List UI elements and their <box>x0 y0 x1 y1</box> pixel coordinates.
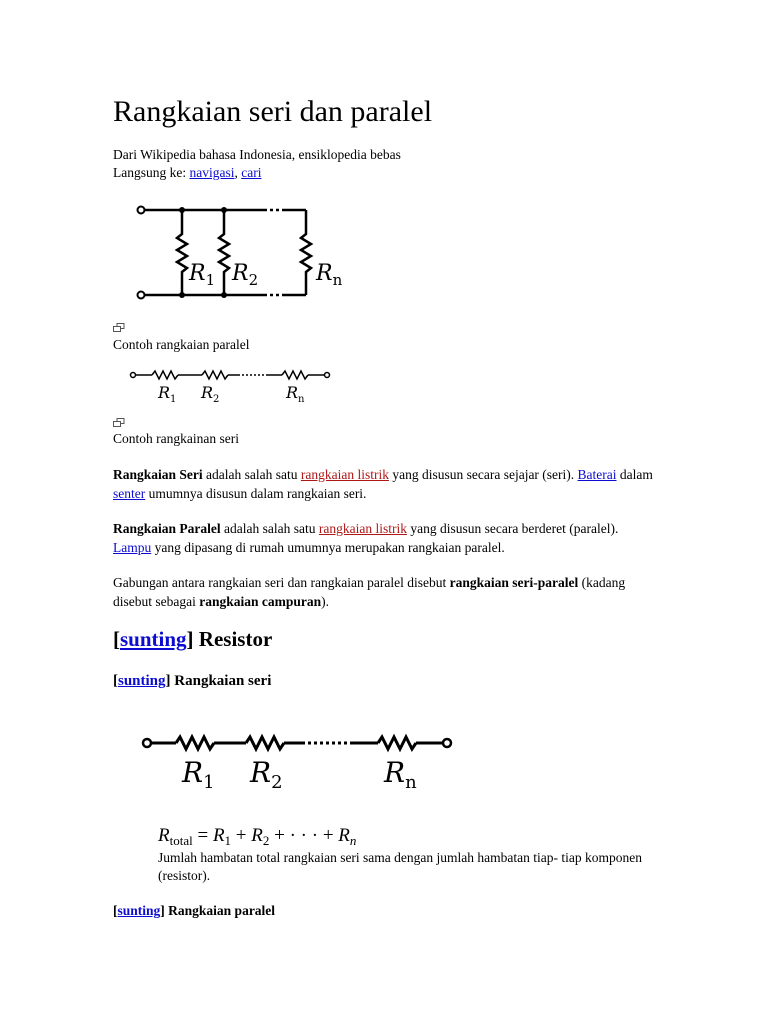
edit-section-link[interactable]: sunting <box>118 673 166 689</box>
series-circuit-small[interactable] <box>128 364 338 406</box>
term-seri: Rangkaian Seri <box>113 467 203 482</box>
small-label-rn: $R_n$ <box>286 383 305 405</box>
parallel-caption: Contoh rangkaian paralel <box>113 337 250 352</box>
terminal-top <box>138 207 145 214</box>
jump-search-link[interactable]: cari <box>241 165 262 180</box>
enlarge-icon[interactable] <box>113 418 125 427</box>
jump-separator: , <box>234 165 242 180</box>
edit-section-link[interactable]: sunting <box>120 627 187 651</box>
large-label-r1: $R_1$ <box>182 756 215 793</box>
link-lampu[interactable]: Lampu <box>113 540 152 555</box>
section-heading-rangkaian-seri: [sunting] Rangkaian seri <box>113 673 272 689</box>
term-seri-paralel: rangkaian seri-paralel <box>449 575 579 590</box>
small-label-r2: $R_2$ <box>201 383 220 405</box>
jump-links <box>113 164 261 182</box>
label-r2: $R_2$ <box>232 261 259 289</box>
series-caption: Contoh rangkainan seri <box>113 431 239 446</box>
terminal-bottom <box>138 292 145 299</box>
label-r1: $R_1$ <box>189 261 216 289</box>
parallel-circuit-diagram[interactable] <box>130 198 350 308</box>
link-rangkaian-listrik[interactable]: rangkaian listrik <box>318 521 407 536</box>
series-formula: $R_{total} = R_1 + R_2$ + · · · + $R_n$ <box>158 825 357 848</box>
edit-section-link[interactable]: sunting <box>117 903 161 918</box>
link-baterai[interactable]: Baterai <box>577 467 617 482</box>
jump-prefix: Langsung ke: <box>113 165 190 180</box>
term-campuran: rangkaian campuran <box>199 594 322 609</box>
formula-description: Jumlah hambatan total rangkaian seri sama dengan jumlah hambatan tiap- tiap komponen (resistor). <box>158 850 642 883</box>
source-line: Dari Wikipedia bahasa Indonesia, ensiklopedia bebas <box>113 147 401 162</box>
jump-navigation-link[interactable]: navigasi <box>189 165 235 180</box>
label-rn: $R_n$ <box>316 261 343 289</box>
section-heading-resistor: [sunting] Resistor <box>113 627 273 651</box>
link-senter[interactable]: senter <box>113 486 146 501</box>
paragraph-seri: Rangkaian Seri adalah salah satu rangkaian listrik yang disusun secara sejajar (seri). Baterai dalam senter umumnya disusun dalam rangkaian seri. <box>113 467 653 501</box>
term-paralel: Rangkaian Paralel <box>113 521 221 536</box>
small-label-r1: $R_1$ <box>158 383 177 405</box>
link-rangkaian-listrik[interactable]: rangkaian listrik <box>300 467 389 482</box>
large-label-r2: $R_2$ <box>250 756 283 793</box>
section-heading-rangkaian-paralel: [sunting] Rangkaian paralel <box>113 903 276 918</box>
paragraph-gabungan: Gabungan antara rangkaian seri dan rangkaian paralel disebut rangkaian seri-paralel (kadang disebut sebagai rangkaian campuran). <box>113 575 626 609</box>
page-title: Rangkaian seri dan paralel <box>113 95 433 128</box>
enlarge-icon[interactable] <box>113 323 125 332</box>
large-label-rn: $R_n$ <box>384 756 417 793</box>
paragraph-paralel: Rangkaian Paralel adalah salah satu rangkaian listrik yang disusun secara berderet (paralel). Lampu yang dipasang di rumah umumnya merupakan rangkaian paralel. <box>113 521 619 555</box>
series-circuit-large[interactable] <box>138 728 458 794</box>
